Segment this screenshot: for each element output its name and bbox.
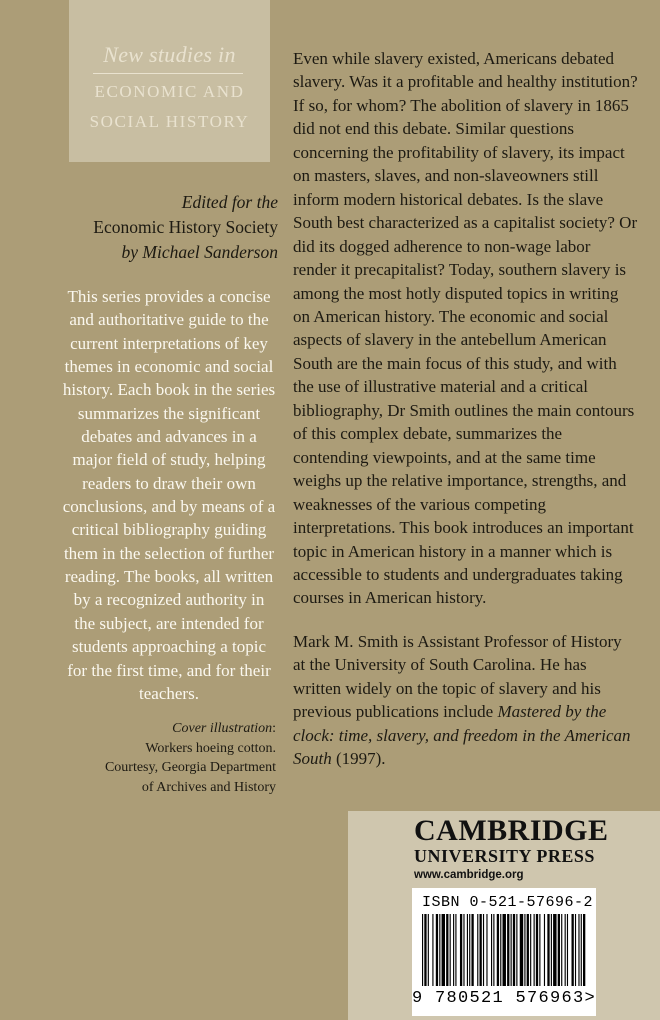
publisher-panel [348, 811, 660, 1020]
series-italic-title: New studies in [103, 42, 236, 67]
cover-illustration-credit: Cover illustration: Workers hoeing cotton. Courtesy, Georgia Department of Archives and History [46, 719, 276, 797]
barcode-image [420, 914, 588, 988]
isbn-barcode-block [412, 888, 596, 1016]
barcode-bar [471, 914, 473, 986]
barcode-bar [527, 914, 529, 986]
barcode-bar [524, 914, 525, 986]
book-blurb: Even while slavery existed, Americans debated slavery. Was it a profitable and healthy institution? If so, for whom? The abolition of slavery in 1865 did not end this debate. Similar questions concerning the profitability of slavery, its impact on masters, slaves, and non-slaveowners still inform modern historical debates. Is the slave South best characterized as a capitalist society? Or did its dogged adherence to non-wage labor render it precapitalist? Today, southern slavery is among the most hotly disputed topics in writing on American history. The economic and social aspects of slavery in the antebellum American South are the main focus of this study, and with the use of illustrative material and a critical bibliography, Dr Smith outlines the main contours of this complex debate, summarizes the contending viewpoints, and at the same time weighs up the relative importance, strengths, and weaknesses of the various competing interpretations. This book introduces an important topic in American history in a manner which is accessible to students and undergraduates taking courses in American history. [293, 49, 638, 608]
author-bio-text: Mark M. Smith is Assistant Professor of History at the University of South Carolina. He has written widely on the topic of slavery and his previous publications include [293, 631, 622, 722]
barcode-bar [450, 914, 451, 986]
editor-line-2: Economic History Society [93, 217, 278, 237]
barcode-bar [572, 914, 574, 986]
barcode-bar [578, 914, 579, 986]
main-text-column [293, 47, 638, 771]
barcode-bar [422, 914, 423, 986]
series-description: This series provides a concise and authoritative guide to the current interpretations of key themes in economic and social history. Each book in the series summarizes the significant debates and advances in a major field of study, helping readers to draw their own conclusions, and by means of a critical bibliography guiding them in the selection of further reading. The books, all written by a recognized authority in the subject, are intended for students approaching a topic for the first time, and for their teachers. [62, 287, 276, 703]
barcode-bar [513, 914, 515, 986]
publisher-name: CAMBRIDGE [414, 814, 609, 847]
barcode-bar [446, 914, 448, 986]
barcode-bar [511, 914, 512, 986]
editor-credit [18, 190, 278, 265]
barcode-bar [493, 914, 494, 986]
barcode-bar [539, 914, 540, 986]
previous-book-year: (1997). [335, 749, 386, 769]
barcode-bar [491, 914, 492, 986]
barcode-bar [536, 914, 538, 986]
barcode-bar [442, 914, 445, 986]
barcode-bar [432, 914, 433, 986]
series-panel [69, 0, 270, 162]
barcode-bar [551, 914, 552, 986]
barcode-bar [530, 914, 531, 986]
series-title-line-1: ECONOMIC AND [94, 82, 245, 101]
cover-illustration-line-1: Workers hoeing cotton. [145, 740, 276, 756]
barcode-bar [467, 914, 468, 986]
barcode-bar [553, 914, 556, 986]
barcode-bar [469, 914, 470, 986]
editor-line-1: Edited for the [181, 192, 278, 212]
barcode-bar [581, 914, 582, 986]
barcode-bar [534, 914, 535, 986]
barcode-bar [424, 914, 426, 986]
author-bio [293, 630, 638, 771]
previous-book-title: Mastered by the clock: time, slavery, and freedom in the American South [293, 702, 631, 769]
barcode-bar [436, 914, 438, 986]
barcode-bar [428, 914, 429, 986]
barcode-bar [516, 914, 517, 986]
barcode-bar [503, 914, 506, 986]
barcode-bar [460, 914, 462, 986]
series-title-line-2: SOCIAL HISTORY [89, 112, 250, 131]
barcode-bar [497, 914, 499, 986]
barcode-bar [500, 914, 501, 986]
barcode-bar [520, 914, 523, 986]
publisher-url: www.cambridge.org [414, 869, 524, 881]
barcode-bar [453, 914, 454, 986]
cover-illustration-label: Cover illustration [172, 721, 273, 736]
barcode-bar [439, 914, 440, 986]
barcode-bar [507, 914, 509, 986]
barcode-bar [547, 914, 549, 986]
barcode-bar [480, 914, 482, 986]
barcode-bar [477, 914, 478, 986]
barcode-bar [565, 914, 566, 986]
barcode-bar [583, 914, 585, 986]
publisher-press: UNIVERSITY PRESS [414, 846, 595, 866]
barcode-bar [561, 914, 562, 986]
barcode-bar [575, 914, 576, 986]
series-divider [93, 73, 243, 74]
cover-illustration-line-3: of Archives and History [141, 779, 276, 795]
barcode-bar [486, 914, 487, 986]
ean-digits: 9 780521 576963> [412, 989, 597, 1008]
barcode-bar [567, 914, 568, 986]
barcode-bar [544, 914, 545, 986]
barcode-bar [455, 914, 456, 986]
cover-illustration-line-2: Courtesy, Georgia Department [104, 760, 276, 776]
barcode-bar [483, 914, 484, 986]
barcode-bar [558, 914, 560, 986]
editor-line-3: by Michael Sanderson [121, 242, 278, 262]
barcode-bar [463, 914, 464, 986]
isbn-label: ISBN 0-521-57696-2 [422, 894, 594, 911]
